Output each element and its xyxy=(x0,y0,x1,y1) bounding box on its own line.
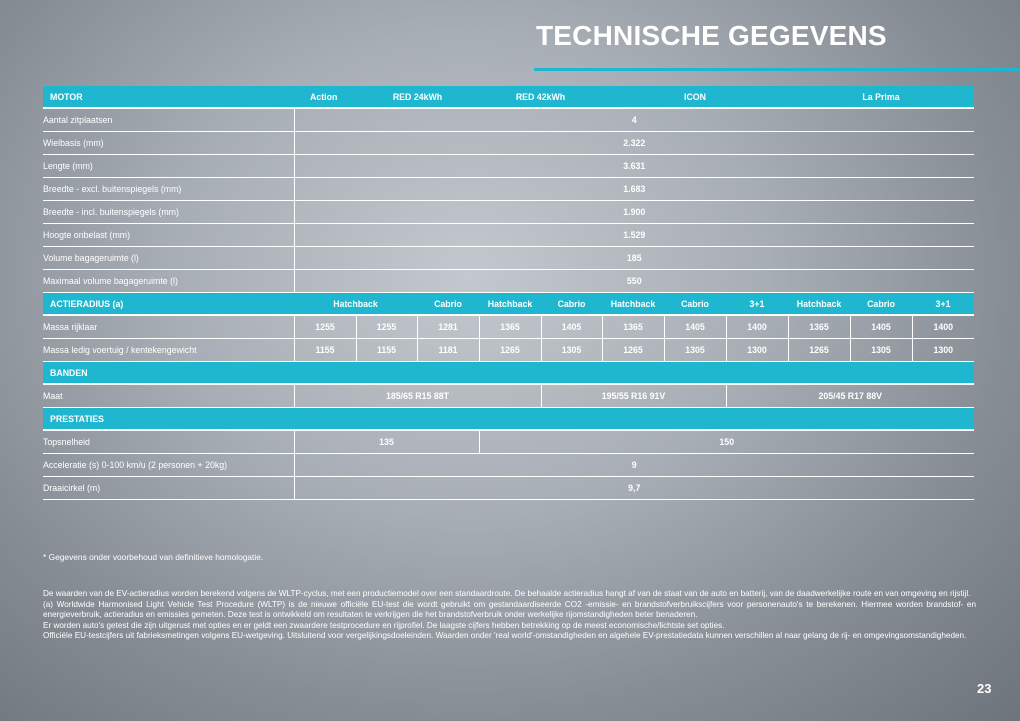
row-label: Acceleratie (s) 0-100 km/u (2 personen + 20kg) xyxy=(43,454,294,477)
row-label: Maat xyxy=(43,384,294,408)
table-row xyxy=(43,384,974,408)
row-label: Breedte - incl. buitenspiegels (mm) xyxy=(43,201,294,224)
banden-header: BANDEN xyxy=(43,362,294,385)
row-value: 1255 xyxy=(356,315,417,339)
row-value: 1305 xyxy=(664,339,726,362)
section-header-fill xyxy=(294,362,974,385)
row-value: 1181 xyxy=(417,339,479,362)
row-value: 9,7 xyxy=(294,477,974,500)
footnote: * Gegevens onder voorbehoud van definitieve homologatie. xyxy=(43,552,264,562)
row-value: 205/45 R17 88V xyxy=(726,384,974,408)
row-value: 1365 xyxy=(479,315,541,339)
row-label: Maximaal volume bagageruimte (l) xyxy=(43,270,294,293)
row-value: 550 xyxy=(294,270,974,293)
row-value: 1265 xyxy=(788,339,850,362)
row-value: 1400 xyxy=(912,315,974,339)
row-value: 1.683 xyxy=(294,178,974,201)
row-value: 135 xyxy=(294,430,479,454)
disclaimer-paragraph: Officiële EU-testcijfers uit fabrieksmetingen volgens EU-wetgeving. Uitsluitend voor vergelijkingsdoeleinden. Waarden onder 'real world'-omstandigheden en algehele EV-prestatiedata kunnen verschillen al naar gelang de rij- en omgevingsomstandigheden. xyxy=(43,631,967,641)
column-header: Hatchback xyxy=(602,293,664,316)
row-value: 1281 xyxy=(417,315,479,339)
row-value: 1405 xyxy=(850,315,912,339)
row-label: Massa rijklaar xyxy=(43,315,294,339)
column-header: 3+1 xyxy=(726,293,788,316)
row-value: 1255 xyxy=(294,315,356,339)
page-number: 23 xyxy=(977,681,992,696)
disclaimer xyxy=(43,589,976,642)
table-row xyxy=(43,477,974,500)
row-value: 1265 xyxy=(602,339,664,362)
prestaties-header-row xyxy=(43,408,974,431)
table-row xyxy=(43,178,974,201)
actieradius-header: ACTIERADIUS (a) xyxy=(43,293,294,316)
table-row xyxy=(43,315,974,339)
row-value: 1155 xyxy=(356,339,417,362)
row-value: 1.900 xyxy=(294,201,974,224)
column-header: Cabrio xyxy=(541,293,602,316)
row-value: 1.529 xyxy=(294,224,974,247)
table-row xyxy=(43,201,974,224)
row-value: 1365 xyxy=(788,315,850,339)
column-header: Cabrio xyxy=(850,293,912,316)
row-label: Volume bagageruimte (l) xyxy=(43,247,294,270)
row-value: 1365 xyxy=(602,315,664,339)
row-value: 4 xyxy=(294,108,974,132)
table-row xyxy=(43,339,974,362)
column-header: Action xyxy=(294,86,356,108)
column-header: Hatchback xyxy=(294,293,417,316)
section-header-fill xyxy=(294,408,974,431)
row-value: 1405 xyxy=(541,315,602,339)
column-header: Cabrio xyxy=(417,293,479,316)
row-value: 2.322 xyxy=(294,132,974,155)
table-row xyxy=(43,132,974,155)
column-header: RED 24kWh xyxy=(356,86,479,108)
row-label: Hoogte onbelast (mm) xyxy=(43,224,294,247)
table-row xyxy=(43,155,974,178)
disclaimer-paragraph: Er worden auto's getest die zijn uitgerust met opties en er geldt een zwaardere testprocedure en rijprofiel. De laagste cijfers hebben betrekking op de meest economische/lichtste set opties. xyxy=(43,620,725,630)
row-value: 9 xyxy=(294,454,974,477)
table-row xyxy=(43,270,974,293)
motor-header: MOTOR xyxy=(43,86,294,108)
row-label: Draaicirkel (m) xyxy=(43,477,294,500)
title-underline xyxy=(534,68,1020,71)
row-value: 1305 xyxy=(850,339,912,362)
row-value: 1300 xyxy=(726,339,788,362)
table-row xyxy=(43,247,974,270)
prestaties-header: PRESTATIES xyxy=(43,408,294,431)
table-row xyxy=(43,430,974,454)
row-label: Wielbasis (mm) xyxy=(43,132,294,155)
row-label: Topsnelheid xyxy=(43,430,294,454)
spec-table xyxy=(43,86,974,500)
row-value: 185 xyxy=(294,247,974,270)
page-title: TECHNISCHE GEGEVENS xyxy=(536,20,887,51)
disclaimer-paragraph: (a) Worldwide Harmonised Light Vehicle Test Procedure (WLTP) is de nieuwe officiële EU-test die wordt gebruikt om gestandaardiseerde CO2 -emissie- en brandstofverbruikscijfers voor personenauto's te berekenen. Hiermee worden brandstof- en energieverbruik, actieradius en emissies gemeten. Deze test is ontwikkeld om resultaten te verkrijgen die het brandstofverbruik onder werkelijke rijomstandigheden beter benaderen. xyxy=(43,599,976,620)
row-value: 1265 xyxy=(479,339,541,362)
column-header: Cabrio xyxy=(664,293,726,316)
row-value: 1155 xyxy=(294,339,356,362)
row-value: 3.631 xyxy=(294,155,974,178)
row-value: 1305 xyxy=(541,339,602,362)
table-row xyxy=(43,454,974,477)
row-value: 1400 xyxy=(726,315,788,339)
column-header: Hatchback xyxy=(479,293,541,316)
column-header: Hatchback xyxy=(788,293,850,316)
row-value: 1405 xyxy=(664,315,726,339)
row-value: 185/65 R15 88T xyxy=(294,384,541,408)
column-header: La Prima xyxy=(788,86,974,108)
row-value: 150 xyxy=(479,430,974,454)
row-label: Breedte - excl. buitenspiegels (mm) xyxy=(43,178,294,201)
column-header: RED 42kWh xyxy=(479,86,602,108)
row-value: 195/55 R16 91V xyxy=(541,384,726,408)
actieradius-header-row xyxy=(43,293,974,316)
column-header: ICON xyxy=(602,86,788,108)
row-label: Massa ledig voertuig / kentekengewicht xyxy=(43,339,294,362)
motor-header-row xyxy=(43,86,974,108)
column-header: 3+1 xyxy=(912,293,974,316)
row-label: Lengte (mm) xyxy=(43,155,294,178)
row-value: 1300 xyxy=(912,339,974,362)
row-label: Aantal zitplaatsen xyxy=(43,108,294,132)
banden-header-row xyxy=(43,362,974,385)
disclaimer-paragraph: De waarden van de EV-actieradius worden berekend volgens de WLTP-cyclus, met een productiemodel over een standaardroute. De behaalde actieradius hangt af van de staat van de auto en batterij, van de daadwerkelijke route en van omgeving en rijstijl. xyxy=(43,589,971,598)
table-row xyxy=(43,224,974,247)
table-row xyxy=(43,108,974,132)
